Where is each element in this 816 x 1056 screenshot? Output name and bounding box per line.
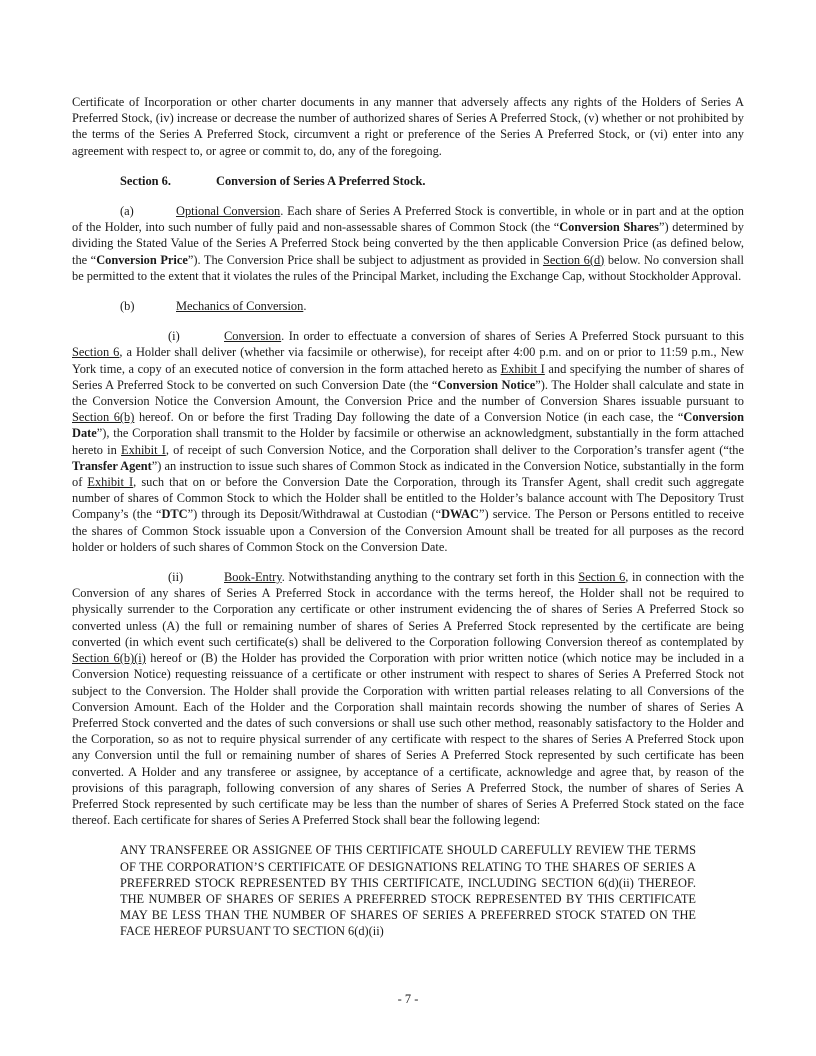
section-number: Section 6. [120,173,171,188]
text: , such that on or before the Conversion Date the Corporation, through its Transfer Agent, shall credit such aggregate number of shares of Common Stock to which the Holder shall be entitled to the Holder’s balance account with The Depository Trust Company’s (the “ [72,475,744,522]
text: . [303,299,307,314]
paragraph-marker: (a) [120,204,134,219]
conversion-heading: Conversion [224,329,282,344]
defined-term: DWAC [441,507,479,522]
document-page [72,94,744,940]
section-reference: Section 6(d) [542,252,605,267]
text: and specifying the number of shares of Series A Preferred Stock to be converted on such Conversion Date (the “ [72,361,744,392]
defined-term: Conversion Notice [437,377,536,392]
defined-term: Transfer Agent [72,458,152,473]
section-reference: Section 6(b)(i) [72,651,146,666]
section-reference: Section 6 [72,345,120,360]
text: ”) an instruction to issue such shares of Common Stock as indicated in the Conversion Notice, substantially in the form of [72,458,744,490]
text: ”), the Corporation shall transmit to the Holder by facsimile or otherwise an acknowledgment, substantially in the form attached hereto in [72,426,744,457]
text: ”) determined by dividing the Stated Value of the Series A Preferred Stock being converted by the then applicable Conversion Price (as defined below, the “ [72,220,744,267]
text: hereof or (B) the Holder has provided the Corporation with prior written notice (which notice may be included in a Conversion Notice) requesting reissuance of a certificate or other instrument with respect to shares of Series A Preferred Stock not subject to the Conversion. The Holder shall provide the Corporation with written partial releases relating to all Conversions of the Conversion Amount. Each of the Holder and the Corporation shall maintain records showing the number of shares of Series A Preferred Stock converted and the dates of such conversions or shall use such other method, reasonably satisfactory to the Holder and the Corporation, so as not to require physical surrender of any certificate with respect to the shares of Series A Preferred Stock upon any Conversion until the full or remaining number of shares of Series A Preferred Stock represented by such certificate has been converted. A Holder and any transferee or assignee, by acceptance of a certificate, acknowledge and agree that, by reason of the provisions of this paragraph, following conversion of any shares of Series A Preferred Stock, the number of shares of Series A Preferred Stock represented by such certificate may be less than the number of shares of Series A Preferred Stock stated on the face thereof. Each certificate for shares of Series A Preferred Stock shall bear the following legend: [72,651,744,828]
paragraph-continuation: Certificate of Incorporation or other charter documents in any manner that adversely affects any rights of the Holders of Series A Preferred Stock, (iv) increase or decrease the number of authorized shares of Series A Preferred Stock, (v) whether or not prohibited by the terms of the Series A Preferred Stock, circumvent a right or preference of the Series A Preferred Stock, or (vi) enter into any agreement with respect to, or agree or commit to, do, any of the foregoing. [72,95,744,158]
defined-term: Conversion Date [72,410,744,441]
defined-term: DTC [161,507,188,522]
text: . Notwithstanding anything to the contrary set forth in this [281,570,579,585]
section-reference: Section 6(b) [72,410,135,425]
text: ”). The Holder shall calculate and state in the Conversion Notice the Conversion Amount, the Conversion Price and the number of Conversion Shares issuable pursuant to [72,377,745,409]
text: below. No conversion shall be permitted to the extent that it violates the rules of the Principal Market, including the Exchange Cap, without Stockholder Approval. [72,252,744,283]
defined-term: Conversion Price [96,252,188,267]
text: , of receipt of such Conversion Notice, and the Corporation shall deliver to the Corporation’s transfer agent (“the [165,442,744,457]
book-entry-heading: Book-Entry [224,570,282,585]
exhibit-reference: Exhibit I [121,442,166,457]
text: . Each share of Series A Preferred Stock is convertible, in whole or in part and at the option of the Holder, into such number of fully paid and non-assessable shares of Common Stock (the “ [72,204,745,235]
text: ”) service. The Person or Persons entitled to receive the shares of Common Stock issuable upon a Conversion of the Conversion Amount shall be treated for all purposes as the record holder or holders of such shares of Common Stock on the Conversion Date. [72,507,745,554]
text: . In order to effectuate a conversion of shares of Series A Preferred Stock pursuant to this [281,329,744,344]
paragraph-a [72,203,744,284]
defined-term: Conversion Shares [559,220,659,235]
text: hereof. On or before the first Trading Day following the date of a Conversion Notice (in each case, the “ [134,410,684,425]
paragraph-marker: (ii) [168,570,184,585]
paragraph-i [72,328,744,555]
text: ”). The Conversion Price shall be subject to adjustment as provided in [187,252,543,267]
paragraph-ii [72,569,744,828]
paragraph-marker: (i) [168,329,180,344]
page-number: - 7 - [397,992,419,1006]
text: , a Holder shall deliver (whether via facsimile or otherwise), for receipt after 4:00 p.m. and on or prior to 11:59 p.m., New York time, a copy of an executed notice of conversion in the form attached hereto as [72,345,744,376]
certificate-legend: ANY TRANSFEREE OR ASSIGNEE OF THIS CERTIFICATE SHOULD CAREFULLY REVIEW THE TERMS OF THE CORPORATION’S CERTIFICATE OF DESIGNATIONS RELATING TO THE SHARES OF SERIES A PREFERRED STOCK REPRESENTED BY THIS CERTIFICATE, INCLUDING SECTION 6(d)(ii) THEREOF. THE NUMBER OF SHARES OF SERIES A PREFERRED STOCK REPRESENTED BY THIS CERTIFICATE MAY BE LESS THAN THE NUMBER OF SHARES OF SERIES A PREFERRED STOCK STATED ON THE FACE HEREOF PURSUANT TO SECTION 6(d)(ii) [120,843,696,939]
exhibit-reference: Exhibit I [500,361,545,376]
section-title: Conversion of Series A Preferred Stock. [216,173,426,188]
paragraph-marker: (b) [120,299,135,314]
section-reference: Section 6 [578,570,626,585]
section-6-heading [72,173,744,189]
mechanics-of-conversion-heading: Mechanics of Conversion [176,299,304,314]
exhibit-reference: Exhibit I [87,475,134,490]
optional-conversion-heading: Optional Conversion [176,204,281,219]
text: ”) through its Deposit/Withdrawal at Custodian (“ [187,507,442,522]
paragraph-b [72,298,744,314]
text: , in connection with the Conversion of any shares of Series A Preferred Stock in accordance with the terms hereof, the Holder shall not be required to physically surrender to the Corporation any certificate or other instrument evidencing the of shares of Series A Preferred Stock so converted unless (A) the full or remaining number of shares of Series A Preferred Stock represented by the certificate are being converted (in which event such certificate(s) shall be delivered to the Corporation following Conversion thereof as contemplated by [72,570,744,649]
